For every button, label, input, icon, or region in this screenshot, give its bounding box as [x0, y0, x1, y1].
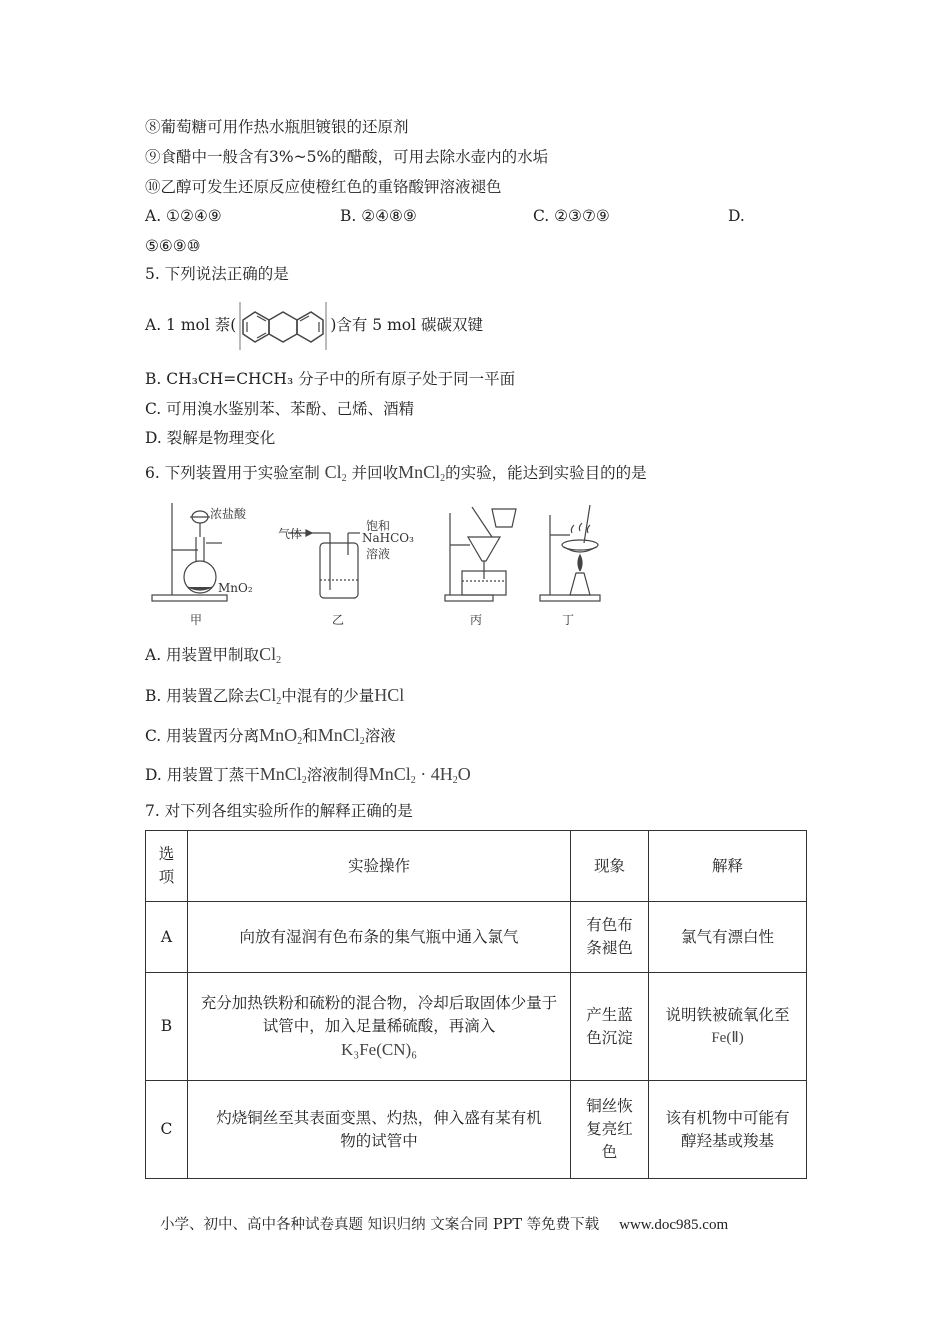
q6-d-mid: 溶液制得 [306, 766, 369, 784]
row-b-operation-text: 充分加热铁粉和硫粉的混合物，冷却后取固体少量于试管中，加入足量稀硫酸，再滴入 [200, 994, 558, 1035]
q6-b-pre: B. 用装置乙除去 [145, 687, 260, 705]
q4-option-d-wrap: ⑤⑥⑨⑩ [145, 237, 201, 255]
row-b-phenomenon [571, 973, 649, 1081]
q4-option-c: C. ②③⑦⑨ [533, 207, 610, 225]
label-ding: 丁 [562, 613, 575, 627]
q6-a-cl2 [259, 644, 281, 664]
q6-c-mncl2 [318, 725, 365, 745]
q5-option-a-pre: A. 1 mol 萘( [145, 316, 237, 334]
row-a-phenomenon [571, 902, 649, 973]
row-a-option: A [146, 902, 188, 973]
q6-stem-mncl2 [398, 462, 445, 482]
mncl2-sub: 2 [440, 473, 446, 484]
row-b-option: B [146, 973, 188, 1081]
q4-option-a: A. ①②④⑨ [145, 207, 222, 225]
q6-d-hydrate-mncl2: MnCl [368, 764, 411, 784]
q6-d-hydrate-water: · 4H [420, 764, 453, 784]
q6-stem-cl2 [325, 462, 347, 482]
row-c-explanation [649, 1081, 807, 1179]
header-option [146, 831, 188, 902]
footer-url[interactable]: www.doc985.com [619, 1217, 729, 1233]
q6-d-mncl2-sub: 2 [301, 775, 307, 786]
table-header-row [146, 831, 807, 902]
row-a-explanation: 氯气有漂白性 [649, 902, 807, 973]
q6-d-hydrate [369, 764, 471, 784]
q6-d-hydrate-sub1: 2 [410, 775, 416, 786]
row-b-explanation-text: 说明铁被硫氧化至 [665, 1005, 790, 1024]
q6-c-post: 溶液 [364, 727, 396, 745]
q6-option-d [145, 763, 471, 792]
q5-option-a-post: )含有 5 mol 碳碳双键 [330, 316, 483, 334]
q6-stem-pre: 6. 下列装置用于实验室制 [145, 464, 320, 482]
q4-item-9: ⑨食醋中一般含有3%~5%的醋酸，可用去除水壶内的水垢 [145, 148, 549, 166]
q6-a-cl2-sub: 2 [276, 655, 282, 666]
q6-c-mncl2-text: MnCl [317, 725, 360, 745]
label-conc-hcl: 浓盐酸 [210, 507, 247, 521]
row-b-explanation [649, 973, 807, 1081]
label-mno2: MnO₂ [218, 581, 253, 595]
q6-c-mncl2-sub: 2 [359, 736, 365, 747]
cl2-text: Cl [324, 462, 342, 482]
q6-c-pre: C. 用装置丙分离 [145, 727, 260, 745]
label-nahco3-1: 饱和 [366, 519, 391, 533]
row-b-phenomenon-text: 产生蓝色沉淀 [586, 1005, 633, 1047]
q5-option-c: C. 可用溴水鉴别苯、苯酚、己烯、酒精 [145, 400, 415, 418]
q6-b-post: 中混有的少量 [281, 687, 375, 705]
q6-d-hydrate-o: O [457, 764, 471, 784]
q6-d-hydrate-sub2: 2 [452, 775, 458, 786]
q6-stem [145, 461, 647, 490]
q5-option-d: D. 裂解是物理变化 [145, 429, 276, 447]
q6-c-mno2-text: MnO [259, 725, 298, 745]
table-row [146, 1081, 807, 1179]
label-nahco3-3: 溶液 [366, 547, 391, 561]
q6-option-c [145, 724, 396, 753]
q6-stem-post: 的实验，能达到实验目的的是 [445, 464, 647, 482]
header-option-text: 选项 [158, 845, 175, 886]
label-bing: 丙 [470, 613, 483, 627]
q4-item-10: ⑩乙醇可发生还原反应使橙红色的重铬酸钾溶液褪色 [145, 178, 502, 196]
experiment-table [145, 830, 807, 1179]
row-a-operation: 向放有湿润有色布条的集气瓶中通入氯气 [187, 902, 570, 973]
row-b-explanation-chem: Fe(Ⅱ) [711, 1029, 744, 1046]
naphthalene-structure-icon [238, 302, 328, 350]
row-c-operation-text: 灼烧铜丝至其表面变黑、灼热，伸入盛有某有机物的试管中 [216, 1108, 542, 1150]
q6-a-pre: A. 用装置甲制取 [145, 646, 260, 664]
table-row [146, 973, 807, 1081]
cl2-sub: 2 [341, 473, 347, 484]
row-b-operation-chem: K₃Fe(CN)₆ [340, 1040, 418, 1059]
footer-text: 小学、初中、高中各种试卷真题 知识归纳 文案合同 PPT 等免费下载 [160, 1217, 600, 1233]
label-nahco3-2: NaHCO₃ [362, 531, 414, 545]
mncl2-text: MnCl [398, 462, 441, 482]
header-phenomenon: 现象 [571, 831, 649, 902]
apparatus-figure [150, 495, 620, 630]
q5-option-a [145, 300, 483, 350]
q7-stem: 7. 对下列各组实验所作的解释正确的是 [145, 802, 413, 820]
q4-option-d: D. [728, 207, 745, 225]
table-row [146, 902, 807, 973]
label-yi: 乙 [332, 613, 345, 627]
q6-c-mno2 [259, 725, 302, 745]
q5-option-b: B. CH₃CH=CHCH₃ 分子中的所有原子处于同一平面 [145, 370, 516, 388]
q5-stem: 5. 下列说法正确的是 [145, 265, 289, 283]
row-c-operation [187, 1081, 570, 1179]
row-a-phenomenon-text: 有色布条褪色 [586, 916, 633, 957]
q6-c-mno2-sub: 2 [297, 736, 303, 747]
q6-d-pre: D. 用装置丁蒸干 [145, 766, 260, 784]
q6-d-mncl2 [260, 764, 307, 784]
q6-b-hcl: HCl [374, 685, 405, 705]
label-gas: 气体 [278, 527, 303, 541]
row-c-option: C [146, 1081, 188, 1179]
label-jia: 甲 [190, 613, 203, 627]
q6-stem-mid: 并回收 [351, 464, 399, 482]
q6-option-b [145, 684, 404, 713]
q4-item-8: ⑧葡萄糖可用作热水瓶胆镀银的还原剂 [145, 118, 409, 136]
q6-d-mncl2-text: MnCl [259, 764, 302, 784]
q6-a-cl2-text: Cl [259, 644, 277, 664]
row-b-operation [187, 973, 570, 1081]
q6-c-mid: 和 [302, 727, 318, 745]
row-c-phenomenon [571, 1081, 649, 1179]
q6-option-a [145, 643, 281, 672]
header-operation: 实验操作 [187, 831, 570, 902]
q4-option-b: B. ②④⑧⑨ [340, 207, 417, 225]
header-explanation: 解释 [649, 831, 807, 902]
q6-b-cl2 [259, 685, 281, 705]
row-c-explanation-text: 该有机物中可能有醇羟基或羧基 [665, 1108, 790, 1150]
q6-b-cl2-text: Cl [259, 685, 277, 705]
row-c-phenomenon-text: 铜丝恢复亮红色 [586, 1097, 633, 1161]
page-footer [160, 1213, 728, 1234]
q6-b-cl2-sub: 2 [276, 696, 282, 707]
